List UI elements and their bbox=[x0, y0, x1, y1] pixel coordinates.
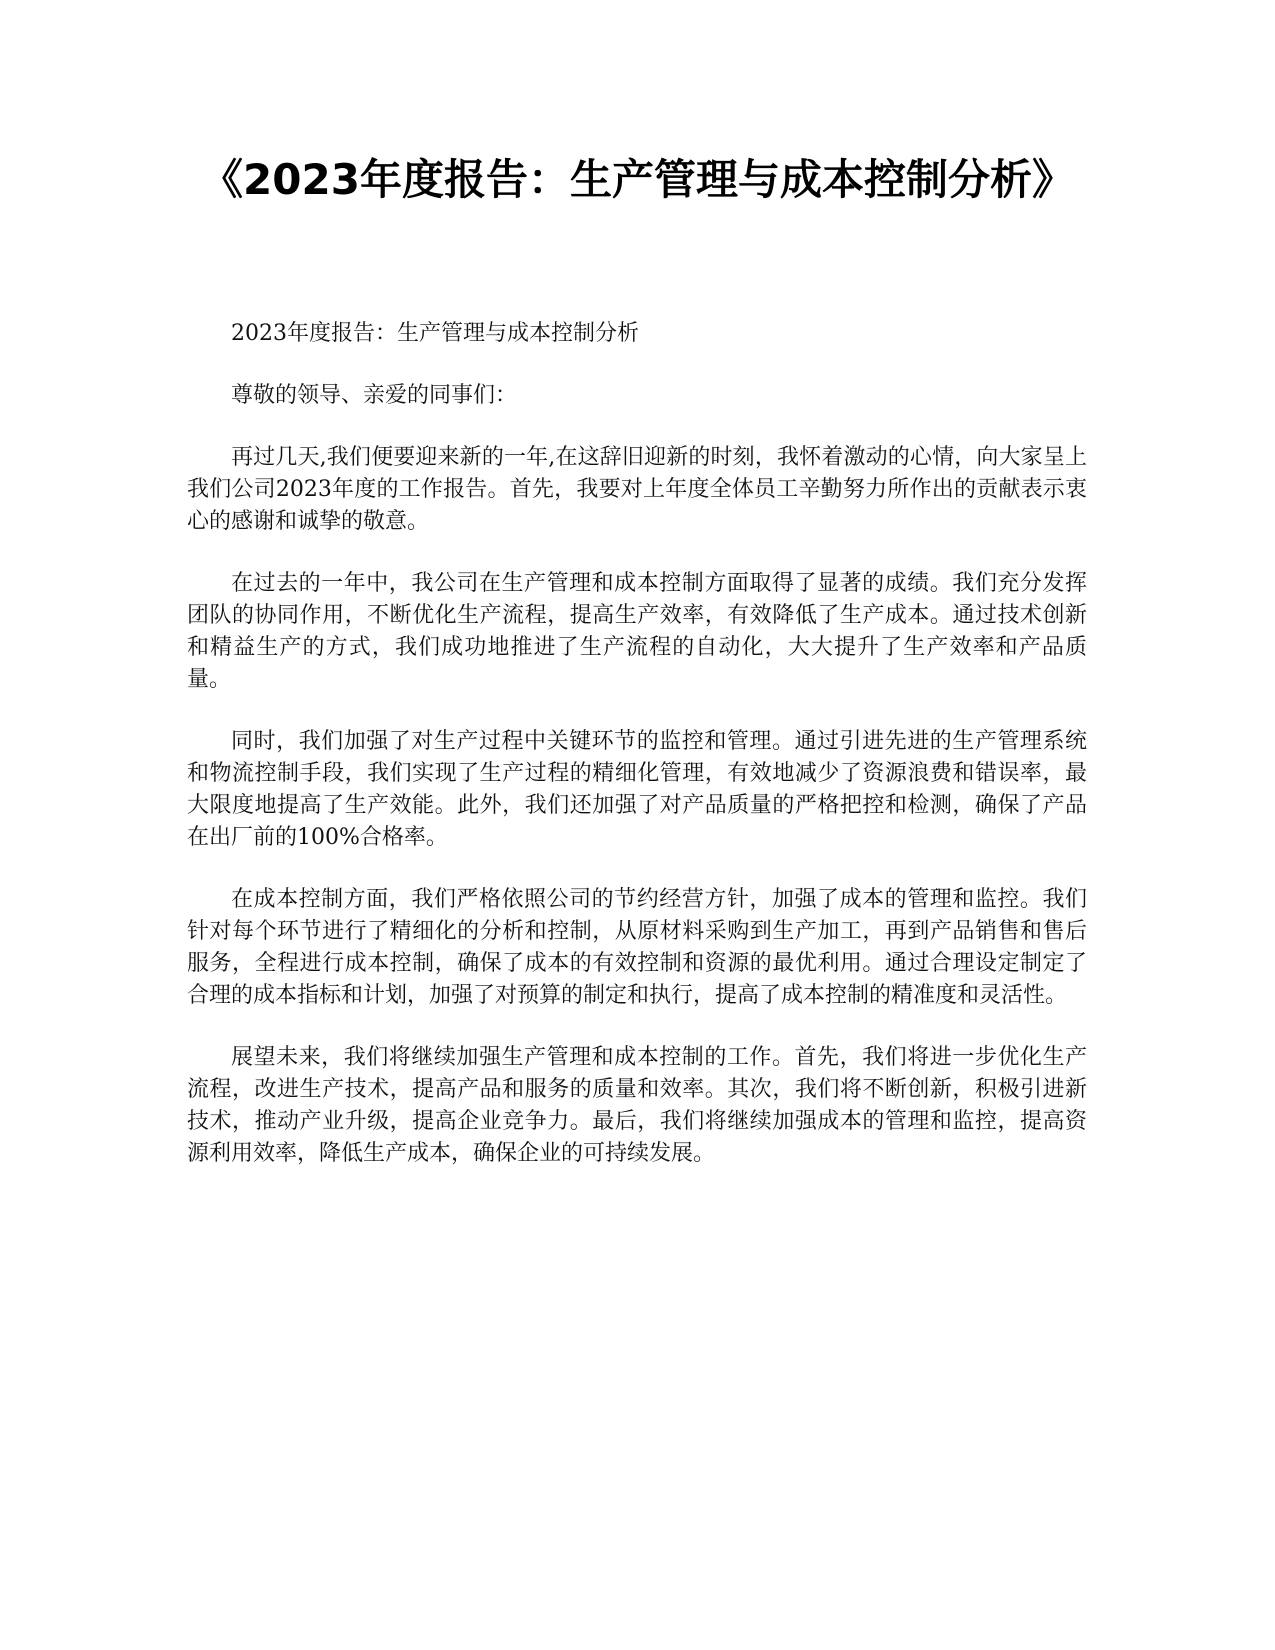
report-subtitle: 2023年度报告：生产管理与成本控制分析 bbox=[231, 321, 639, 346]
body-paragraph-1: 再过几天,我们便要迎来新的一年,在这辞旧迎新的时刻，我怀着激动的心情，向大家呈上我们公司2023年度的工作报告。首先，我要对上年度全体员工辛勤努力所作出的贡献表示衷心的感谢和诚挚的敬意。 bbox=[187, 445, 1087, 534]
document-title: 《2023年度报告：生产管理与成本控制分析》 bbox=[201, 155, 1074, 204]
body-paragraph-3: 同时，我们加强了对生产过程中关键环节的监控和管理。通过引进先进的生产管理系统和物流控制手段，我们实现了生产过程的精细化管理，有效地减少了资源浪费和错误率，最大限度地提高了生产效能。此外，我们还加强了对产品质量的严格把控和检测，确保了产品在出厂前的100%合格率。 bbox=[187, 729, 1087, 850]
body-paragraph-4: 在成本控制方面，我们严格依照公司的节约经营方针，加强了成本的管理和监控。我们针对每个环节进行了精细化的分析和控制，从原材料采购到生产加工，再到产品销售和售后服务，全程进行成本控制，确保了成本的有效控制和资源的最优利用。通过合理设定制定了合理的成本指标和计划，加强了对预算的制定和执行，提高了成本控制的精准度和灵活性。 bbox=[187, 887, 1087, 1008]
body-paragraph-2: 在过去的一年中，我公司在生产管理和成本控制方面取得了显著的成绩。我们充分发挥团队的协同作用，不断优化生产流程，提高生产效率，有效降低了生产成本。通过技术创新和精益生产的方式，我们成功地推进了生产流程的自动化，大大提升了生产效率和产品质量。 bbox=[187, 571, 1087, 692]
salutation: 尊敬的领导、亲爱的同事们： bbox=[231, 383, 518, 408]
body-paragraph-5: 展望未来，我们将继续加强生产管理和成本控制的工作。首先，我们将进一步优化生产流程，改进生产技术，提高产品和服务的质量和效率。其次，我们将不断创新，积极引进新技术，推动产业升级，提高企业竞争力。最后，我们将继续加强成本的管理和监控，提高资源利用效率，降低生产成本，确保企业的可持续发展。 bbox=[187, 1045, 1087, 1166]
document-body bbox=[187, 318, 1087, 1200]
